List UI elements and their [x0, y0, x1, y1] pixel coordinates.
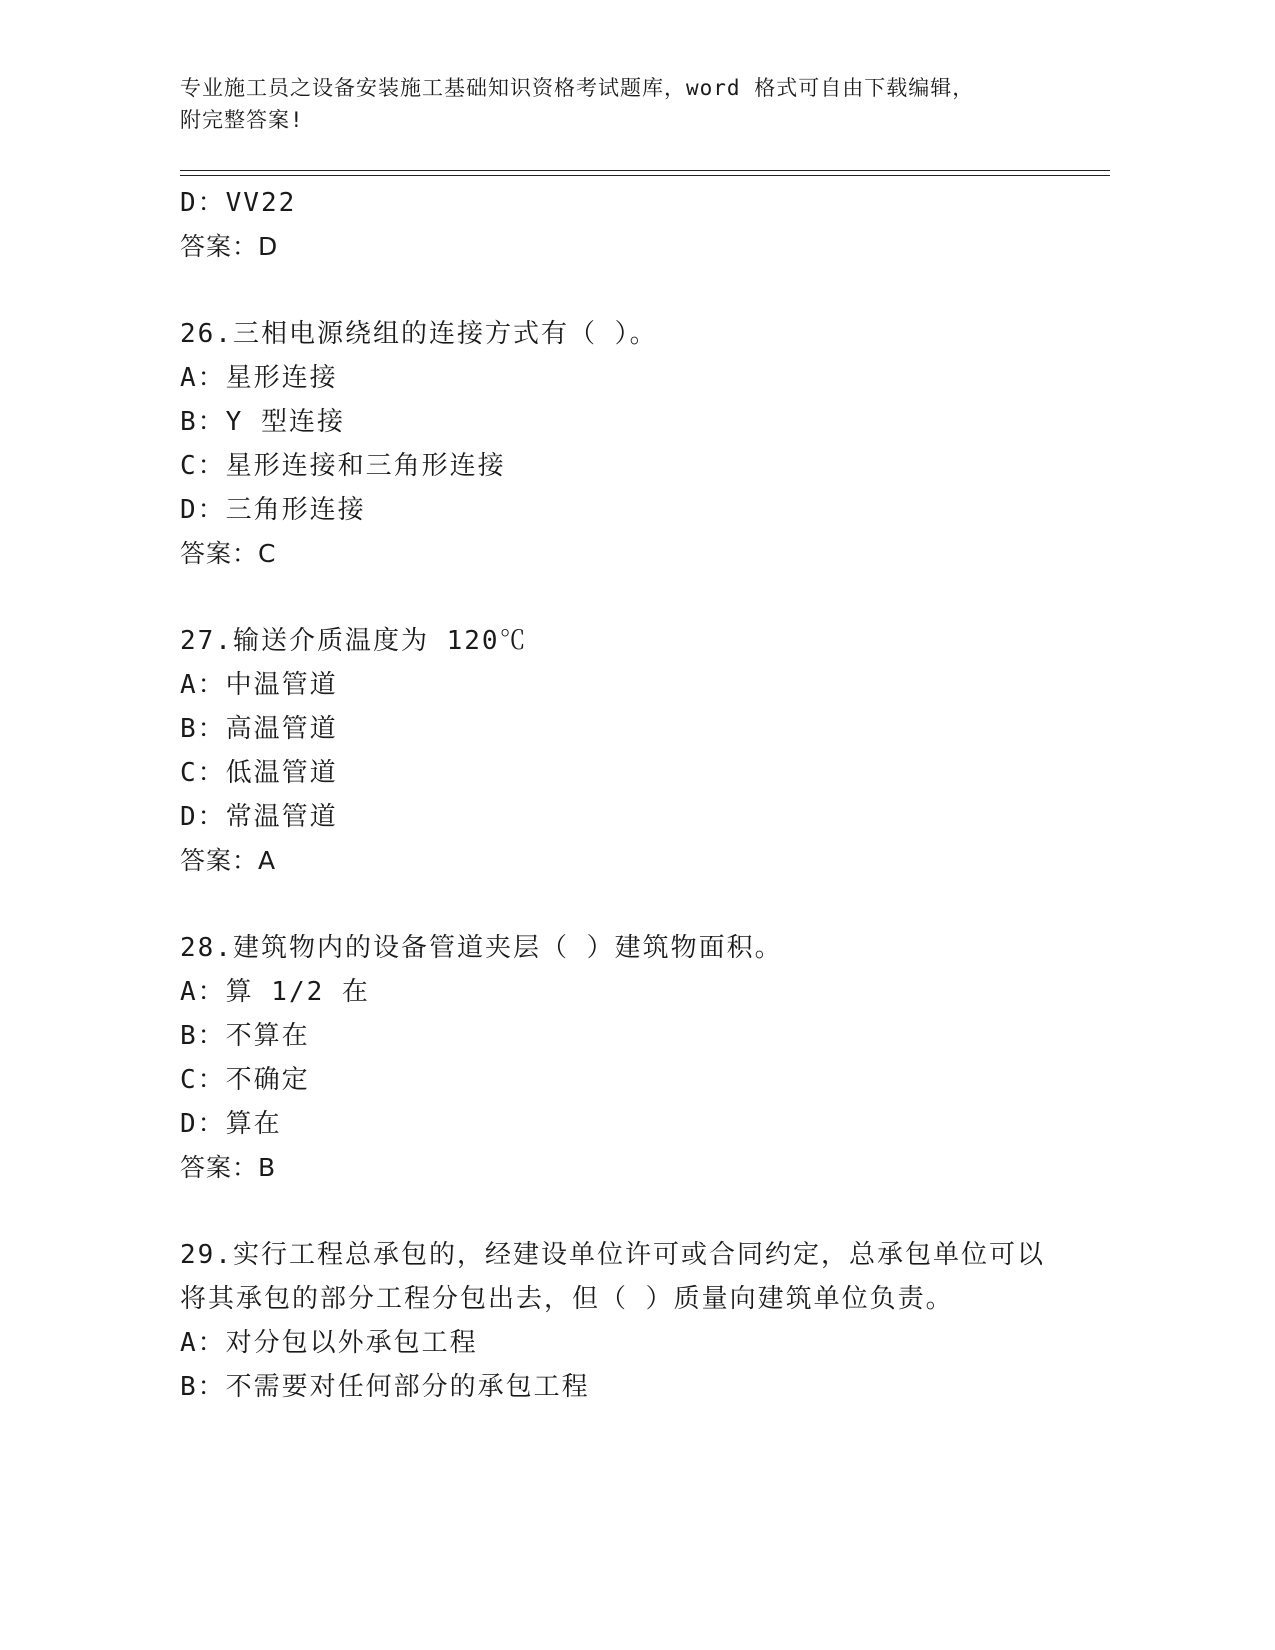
q29-option-a: A：对分包以外承包工程	[180, 1328, 478, 1358]
q29-question-line-2: 将其承包的部分工程分包出去，但（ ）质量向建筑单位负责。	[180, 1284, 954, 1314]
q26-option-c: C：星形连接和三角形连接	[180, 451, 506, 481]
header-rule-top	[180, 170, 1110, 171]
spacer	[180, 269, 1110, 312]
header-line-1: 专业施工员之设备安装施工基础知识资格考试题库，word 格式可自由下载编辑，	[180, 76, 975, 100]
q28-answer: 答案：B	[180, 1153, 277, 1182]
header-line-2: 附完整答案!	[180, 108, 304, 132]
q27-option-a: A：中温管道	[180, 670, 338, 700]
q26-option-a: A：星形连接	[180, 363, 338, 393]
document-header	[180, 72, 1080, 136]
spacer	[180, 576, 1110, 619]
q27-option-d: D：常温管道	[180, 802, 338, 832]
q28-option-c: C：不确定	[180, 1065, 310, 1095]
q27-question: 27.输送介质温度为 120℃	[180, 626, 528, 656]
q26-question: 26.三相电源绕组的连接方式有（ ）。	[180, 319, 658, 349]
spacer	[180, 1190, 1110, 1233]
q25-answer: 答案：D	[180, 232, 279, 261]
q29-question-line-1: 29.实行工程总承包的，经建设单位许可或合同约定，总承包单位可以	[180, 1240, 1045, 1270]
q28-option-d: D：算在	[180, 1109, 282, 1139]
question-list	[180, 181, 1110, 1409]
q26-option-d: D：三角形连接	[180, 495, 366, 525]
q28-question: 28.建筑物内的设备管道夹层（ ）建筑物面积。	[180, 933, 783, 963]
q26-option-b: B：Y 型连接	[180, 407, 345, 437]
header-rule-bottom	[180, 175, 1110, 176]
q28-option-b: B：不算在	[180, 1021, 310, 1051]
q29-option-b: B：不需要对任何部分的承包工程	[180, 1372, 590, 1402]
spacer	[180, 883, 1110, 926]
q27-answer: 答案：A	[180, 846, 277, 875]
q28-option-a: A：算 1/2 在	[180, 977, 370, 1007]
q26-answer: 答案：C	[180, 539, 277, 568]
q25-option-d: D：VV22	[180, 188, 297, 218]
q27-option-c: C：低温管道	[180, 758, 338, 788]
q27-option-b: B：高温管道	[180, 714, 338, 744]
